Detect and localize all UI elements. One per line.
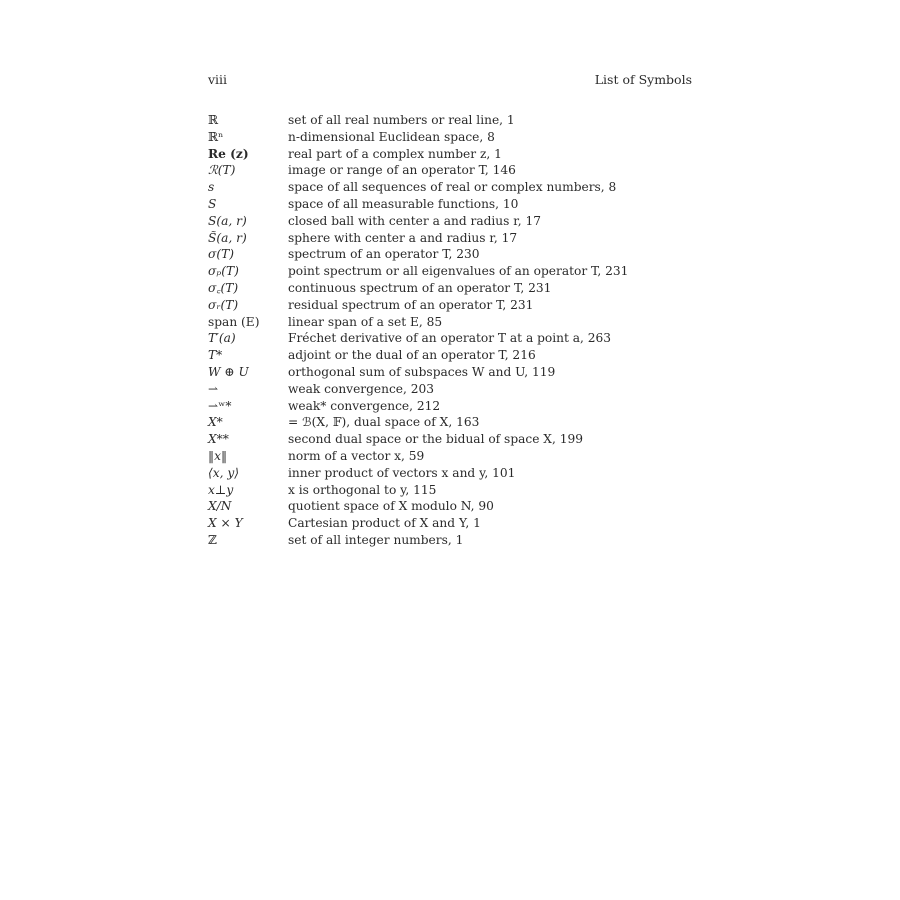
page-number: viii — [208, 72, 228, 87]
symbol-row — [208, 297, 692, 314]
symbol-description: x is orthogonal to y, 115 — [288, 482, 437, 497]
symbol-row — [208, 112, 692, 129]
symbol-row — [208, 347, 692, 364]
symbol: T* — [208, 348, 223, 363]
symbol-description: Cartesian product of X and Y, 1 — [288, 516, 481, 531]
symbol-description: set of all real numbers or real line, 1 — [288, 113, 515, 127]
symbol-row — [208, 381, 692, 398]
symbol: σ꜀(T) — [208, 280, 239, 295]
symbol-description: space of all measurable functions, 10 — [288, 196, 519, 211]
symbol: S̃(a, r) — [208, 230, 247, 245]
symbol-row — [208, 465, 692, 482]
symbol-row — [208, 146, 692, 163]
symbol-description: space of all sequences of real or complex numbers, 8 — [288, 180, 617, 195]
symbol: X* — [208, 415, 223, 430]
symbol: X × Y — [208, 516, 243, 531]
symbol-description: adjoint or the dual of an operator T, 216 — [288, 348, 536, 363]
symbol-row — [208, 364, 692, 381]
symbol-row — [208, 196, 692, 213]
symbol: S(a, r) — [208, 213, 247, 228]
symbol-description: image or range of an operator T, 146 — [288, 163, 516, 178]
symbol: ⇀ — [208, 381, 219, 396]
symbol-description: second dual space or the bidual of space X, 199 — [288, 432, 583, 447]
symbol: σᵣ(T) — [208, 297, 239, 312]
symbol: ⟨x, y⟩ — [208, 465, 240, 480]
symbol-row — [208, 129, 692, 146]
symbol-description: quotient space of X modulo N, 90 — [288, 499, 494, 514]
symbol-description: residual spectrum of an operator T, 231 — [288, 297, 534, 312]
symbol: T′(a) — [208, 331, 236, 346]
symbol-row — [208, 482, 692, 499]
symbol-row — [208, 280, 692, 297]
symbol-list — [208, 112, 692, 549]
symbol-row — [208, 498, 692, 515]
symbol: ‖x‖ — [208, 448, 228, 463]
symbol-row — [208, 431, 692, 448]
symbol: X/N — [208, 499, 232, 514]
symbol-description: orthogonal sum of subspaces W and U, 119 — [288, 364, 556, 379]
symbol-row — [208, 515, 692, 532]
symbol-description: sphere with center a and radius r, 17 — [288, 230, 518, 245]
running-head — [208, 72, 692, 88]
symbol-description: n-dimensional Euclidean space, 8 — [288, 129, 495, 144]
symbol: x⊥y — [208, 482, 234, 497]
symbol: σ(T) — [208, 247, 234, 262]
symbol: ⇀ʷ* — [208, 398, 232, 413]
symbol-row — [208, 179, 692, 196]
symbol-description: closed ball with center a and radius r, 17 — [288, 213, 542, 228]
symbol-description: inner product of vectors x and y, 101 — [288, 465, 516, 480]
symbol-row — [208, 414, 692, 431]
symbol: ℤ — [208, 532, 217, 547]
symbol: X** — [208, 432, 229, 447]
symbol-description: point spectrum or all eigenvalues of an operator T, 231 — [288, 264, 629, 279]
symbol-row — [208, 162, 692, 179]
symbol: ℝ — [208, 113, 219, 127]
symbol-description: set of all integer numbers, 1 — [288, 532, 464, 547]
symbol-row — [208, 230, 692, 247]
symbol-row — [208, 263, 692, 280]
symbol-description: = ℬ(X, 𝔽), dual space of X, 163 — [288, 415, 480, 430]
symbol: ℝⁿ — [208, 129, 224, 144]
symbol: span (E) — [208, 314, 260, 329]
symbol-row — [208, 246, 692, 263]
header-title: List of Symbols — [594, 72, 692, 87]
symbol: S — [208, 196, 217, 211]
symbol-description: linear span of a set E, 85 — [288, 314, 443, 329]
symbol-row — [208, 213, 692, 230]
symbol: σₚ(T) — [208, 264, 239, 279]
symbol-row — [208, 398, 692, 415]
symbol: W ⊕ U — [208, 364, 249, 379]
symbol-description: weak* convergence, 212 — [288, 398, 441, 413]
symbol-row — [208, 330, 692, 347]
symbol-description: spectrum of an operator T, 230 — [288, 247, 480, 262]
symbol-row — [208, 314, 692, 331]
symbol-description: norm of a vector x, 59 — [288, 448, 425, 463]
symbol-row — [208, 532, 692, 549]
symbol: Re (z) — [208, 146, 249, 161]
symbol-row — [208, 448, 692, 465]
symbol: ℛ(T) — [208, 163, 236, 178]
symbol-description: continuous spectrum of an operator T, 231 — [288, 280, 552, 295]
symbol-description: weak convergence, 203 — [288, 381, 435, 396]
symbol-description: real part of a complex number z, 1 — [288, 146, 502, 161]
symbol: s — [208, 180, 215, 195]
symbol-description: Fréchet derivative of an operator T at a point a, 263 — [288, 331, 612, 346]
